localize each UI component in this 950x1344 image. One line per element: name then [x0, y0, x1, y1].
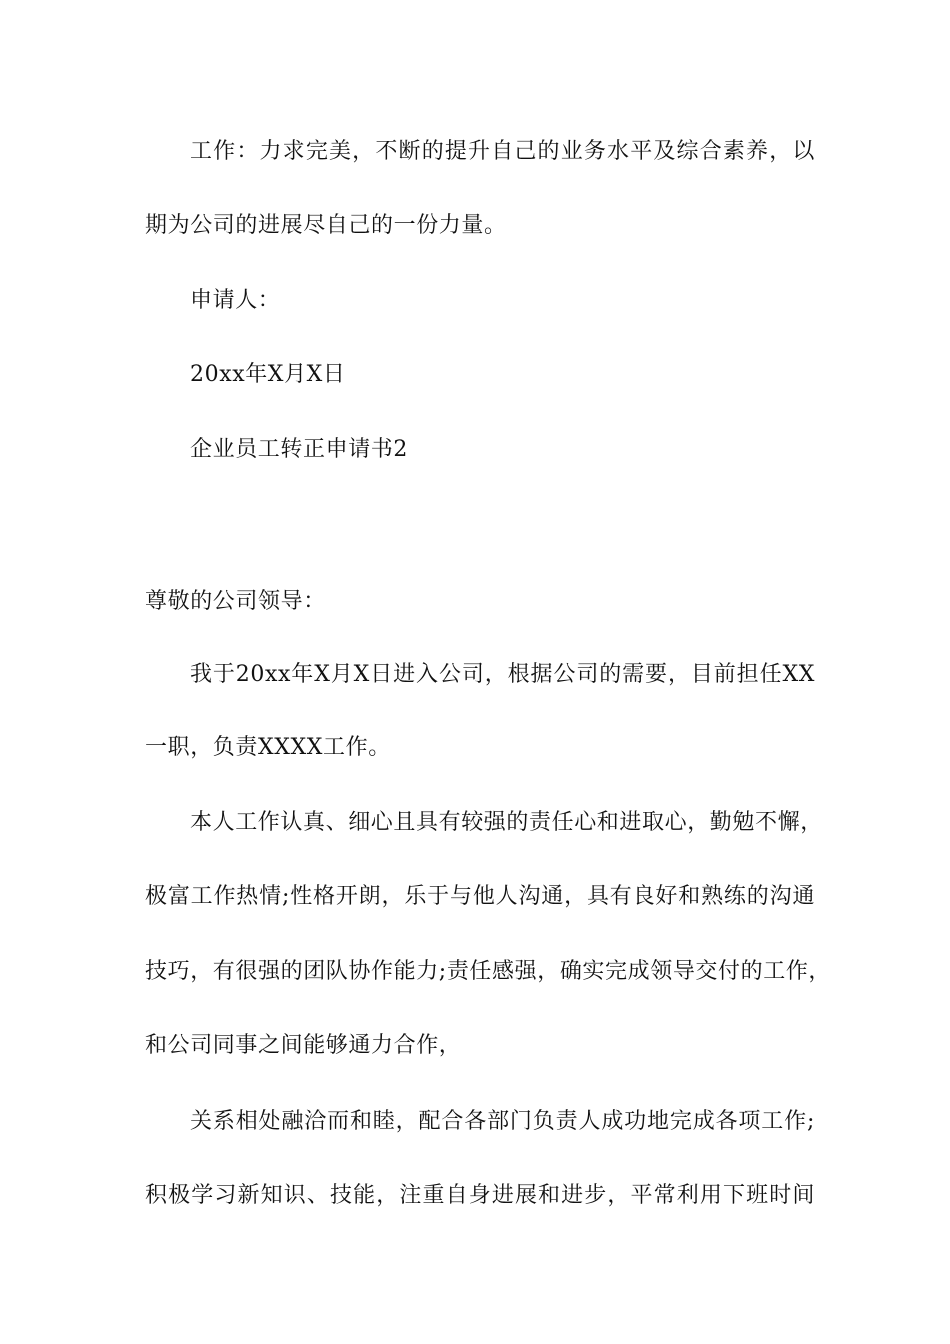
paragraph-line: 技巧，有很强的团队协作能力;责任感强，确实完成领导交付的工作， — [145, 959, 832, 984]
paragraph-line: 我于20xx年X月X日进入公司，根据公司的需要，目前担任XX — [190, 662, 815, 687]
applicant-label: 申请人： — [190, 288, 281, 313]
date-line: 20xx年X月X日 — [190, 362, 346, 387]
paragraph-line: 积极学习新知识、技能，注重自身进展和进步，平常利用下班时间 — [145, 1183, 815, 1208]
salutation: 尊敬的公司领导： — [145, 589, 326, 614]
section-title: 企业员工转正申请书2 — [190, 437, 408, 462]
paragraph-line: 期为公司的进展尽自己的一份力量。 — [145, 213, 507, 238]
paragraph-line: 一职，负责XXXX工作。 — [145, 735, 391, 760]
paragraph-line: 关系相处融洽而和睦，配合各部门负责人成功地完成各项工作; — [190, 1109, 815, 1134]
paragraph-line: 和公司同事之间能够通力合作， — [145, 1033, 462, 1058]
paragraph-line: 极富工作热情;性格开朗，乐于与他人沟通，具有良好和熟练的沟通 — [145, 884, 815, 909]
paragraph-line: 本人工作认真、细心且具有较强的责任心和进取心，勤勉不懈， — [190, 810, 823, 835]
paragraph-line: 工作：力求完美，不断的提升自己的业务水平及综合素养，以 — [190, 139, 815, 164]
